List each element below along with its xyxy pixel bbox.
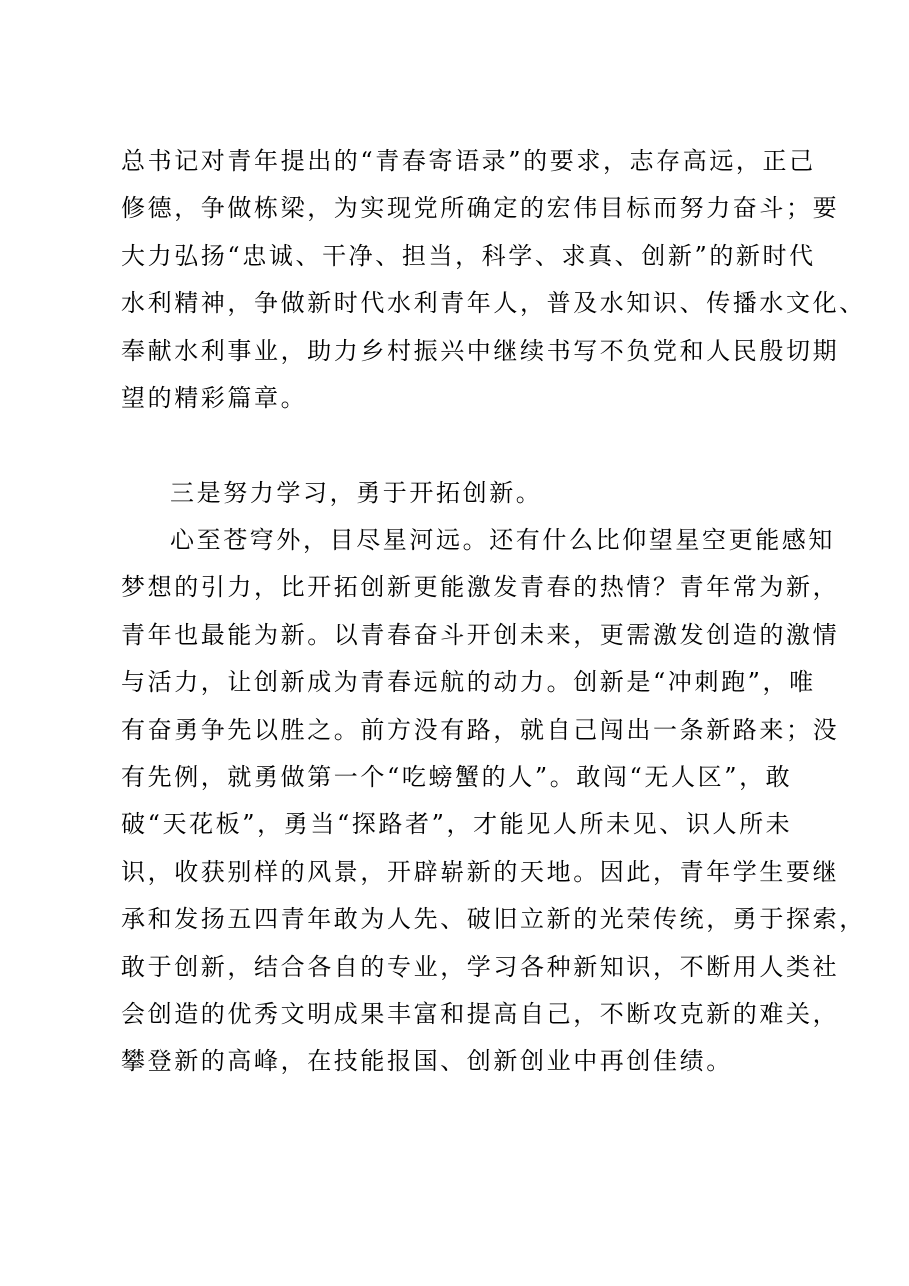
text-line: 攀登新的高峰，在技能报国、创新创业中再创佳绩。 (121, 1047, 733, 1076)
text-line: 梦想的引力，比开拓创新更能激发青春的热情？青年常为新， (121, 573, 840, 602)
text-line: 承和发扬五四青年敢为人先、破旧立新的光荣传统，勇于探索， (121, 905, 866, 934)
section-heading-three (121, 470, 821, 517)
text-line: 心至苍穹外，目尽星河远。还有什么比仰望星空更能感知 (170, 526, 835, 554)
heading-line: 三是努力学习，勇于开拓创新。 (170, 479, 543, 507)
paragraph-innovation (121, 517, 866, 1086)
text-line: 会创造的优秀文明成果丰富和提高自己，不断攻克新的难关， (121, 999, 840, 1028)
text-line: 望的精彩篇章。 (121, 383, 308, 412)
text-line: 青年也最能为新。以青春奋斗开创未来，更需激发创造的激情 (121, 620, 840, 649)
text-line: 识，收获别样的风景，开辟崭新的天地。因此，青年学生要继 (121, 857, 840, 886)
text-line: 水利精神，争做新时代水利青年人，普及水知识、传播水文化、 (121, 289, 866, 318)
text-line: 敢于创新，结合各自的专业，学习各种新知识，不断用人类社 (121, 952, 840, 981)
text-line: 大力弘扬“忠诚、干净、担当，科学、求真、创新”的新时代 (121, 241, 816, 270)
text-line: 修德，争做栋梁，为实现党所确定的宏伟目标而努力奋斗；要 (121, 194, 840, 223)
text-line: 奉献水利事业，助力乡村振兴中继续书写不负党和人民殷切期 (121, 336, 840, 365)
text-line: 总书记对青年提出的“青春寄语录”的要求，志存高远，正己 (121, 147, 816, 175)
paragraph-water-spirit (121, 138, 866, 422)
text-line: 破“天花板”，勇当“探路者”，才能见人所未见、识人所未 (121, 810, 793, 839)
text-line: 与活力，让创新成为青春远航的动力。创新是“冲刺跑”，唯 (121, 668, 816, 697)
text-line: 有奋勇争先以胜之。前方没有路，就自己闯出一条新路来；没 (121, 715, 840, 744)
text-line: 有先例，就勇做第一个“吃螃蟹的人”。敢闯“无人区”，敢 (121, 762, 793, 791)
